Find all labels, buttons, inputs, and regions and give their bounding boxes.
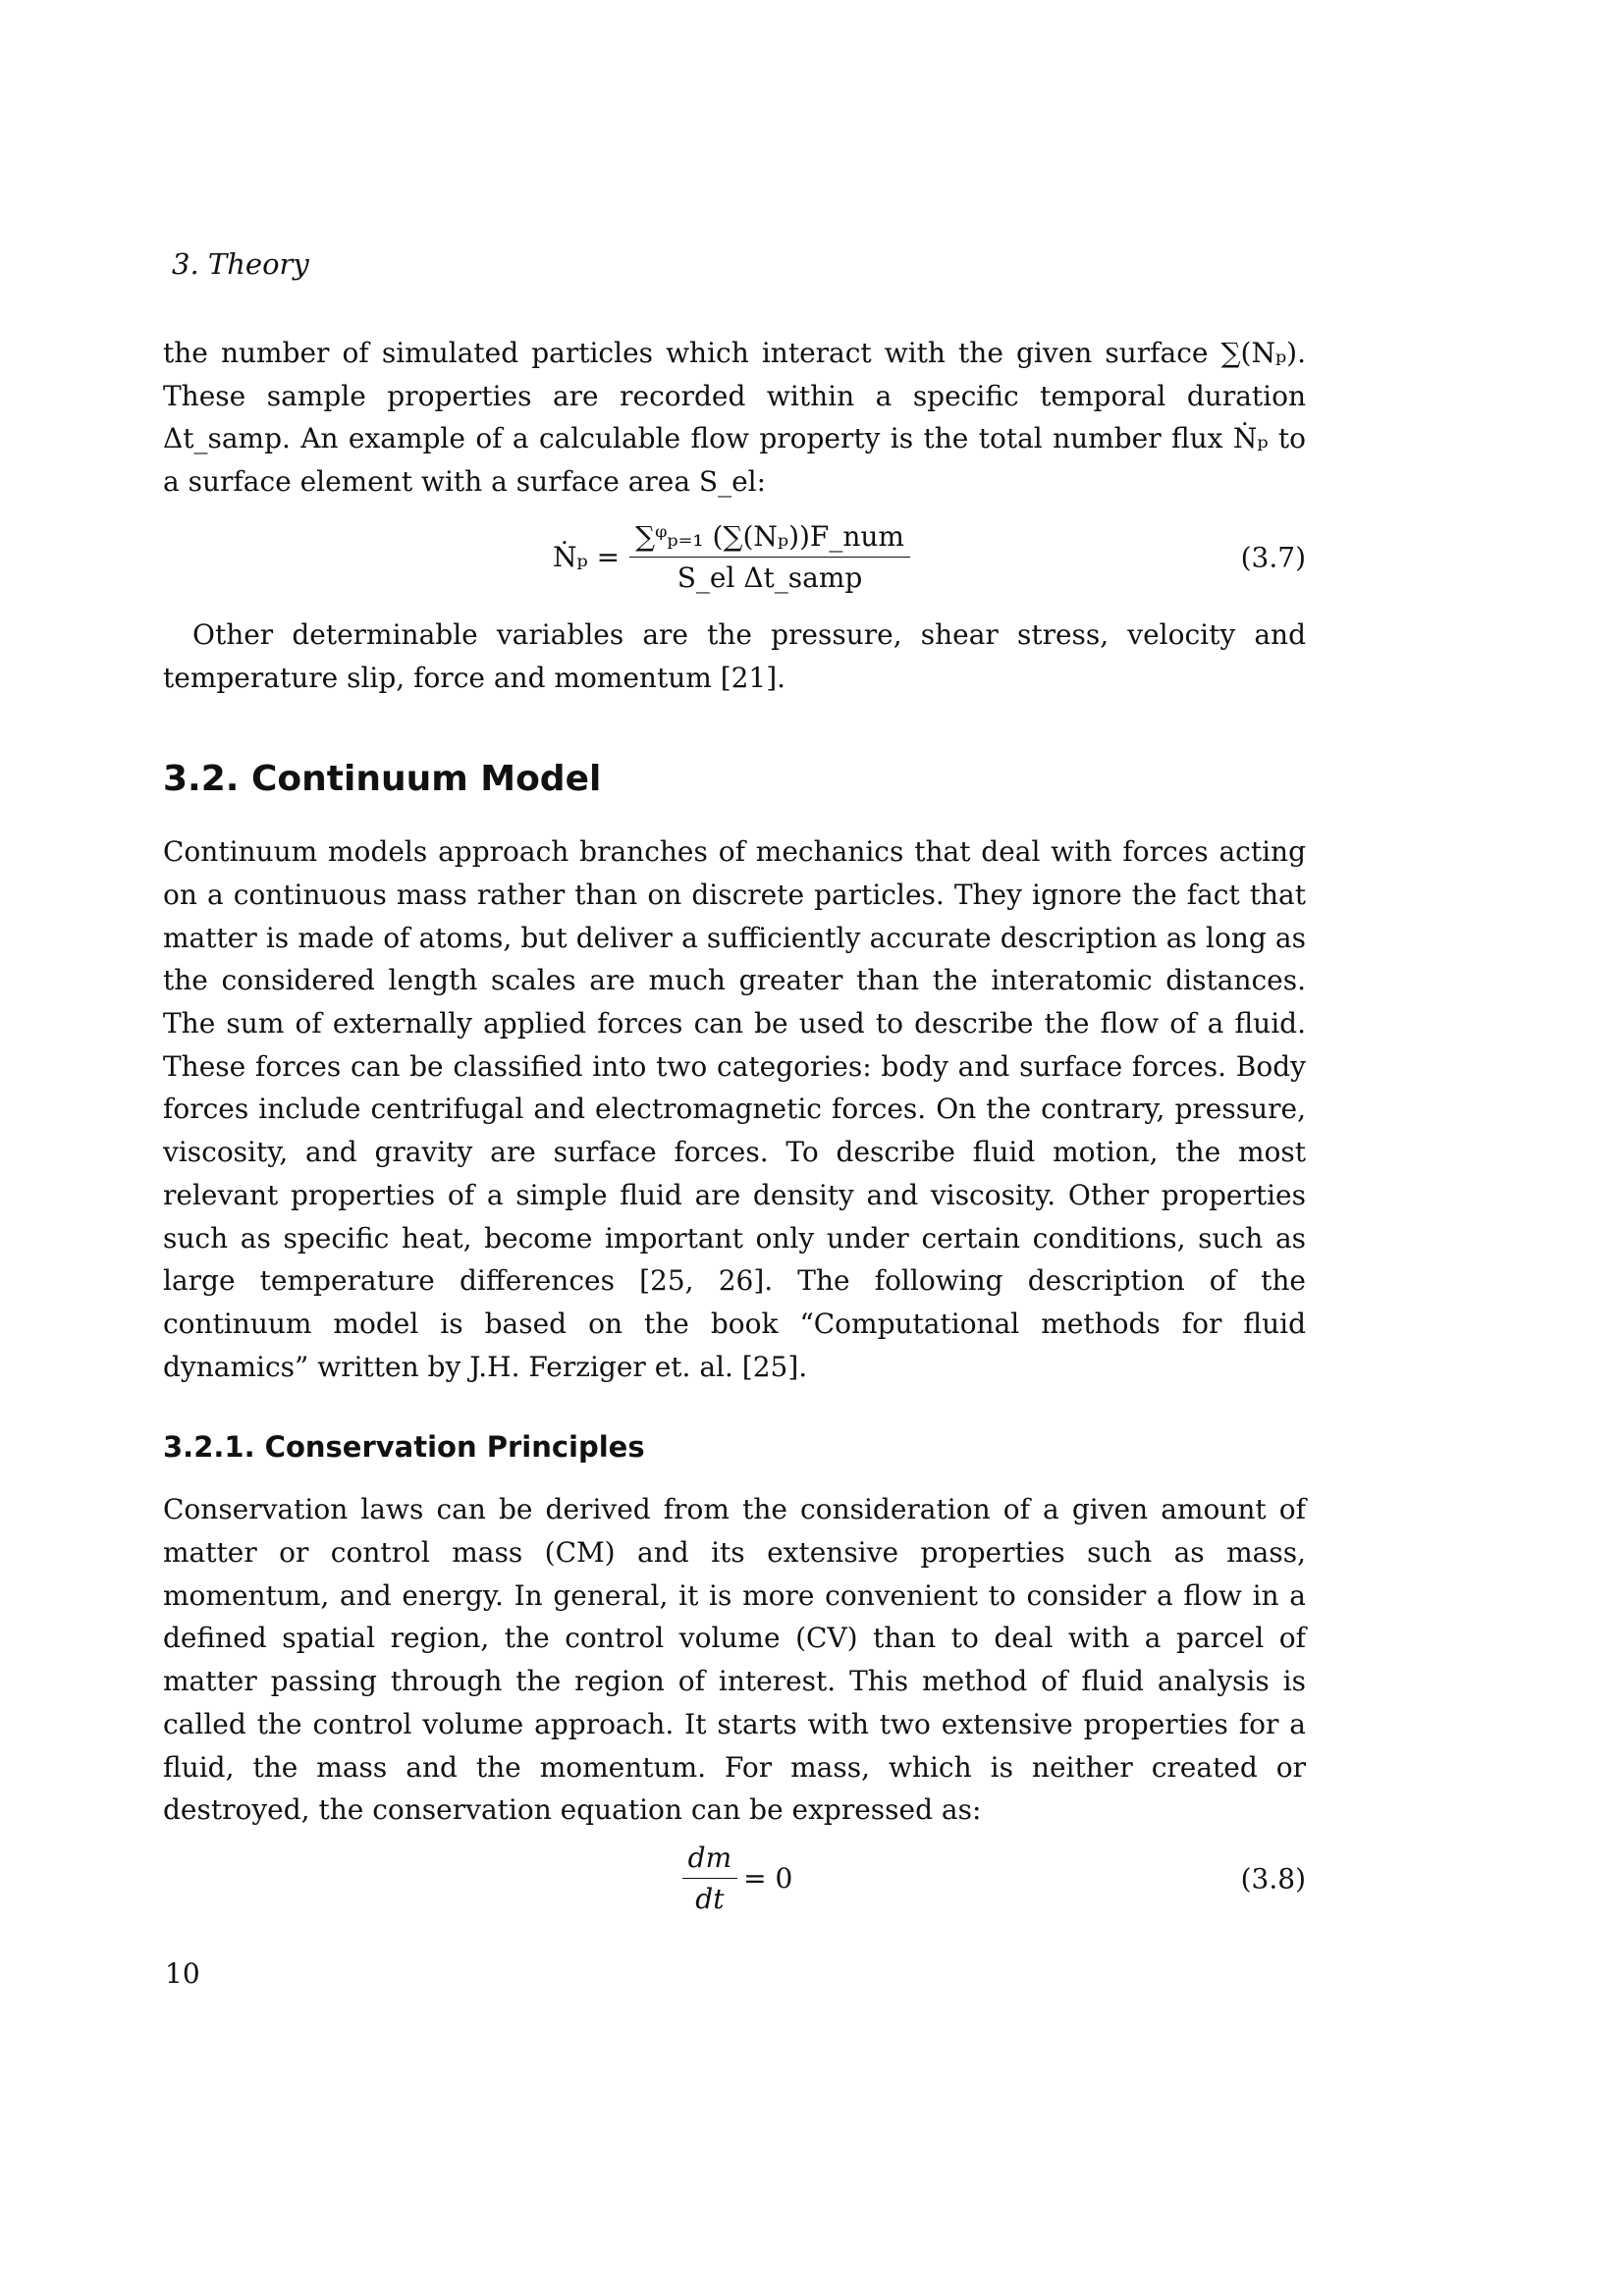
equation-3-7-numerator: ∑ᵠₚ₌₁ (∑(Nₚ))F_num xyxy=(629,519,910,558)
paragraph-particle-sampling: the number of simulated particles which interact with the given surface ∑(Nₚ). These sample properties are recorded within a specific temporal duration Δt_samp. An example of a calculable flow property is the total number flux Ṅₚ to a surface element with a surface area S_el: xyxy=(163,337,1306,499)
running-head: 3. Theory xyxy=(172,247,309,281)
equation-number-3-7: (3.7) xyxy=(1240,541,1306,574)
page-number: 10 xyxy=(165,1957,200,1990)
paragraph-other-variables: Other determinable variables are the pressure, shear stress, velocity and temperature slip, force and momentum [21]. xyxy=(163,617,1306,694)
paragraph-conservation-laws: Conservation laws can be derived from the consideration of a given amount of matter or control mass (CM) and its extensive properties such as mass, momentum, and energy. In general, it is more convenient to consider a flow in a defined spatial region, the control volume (CV) than to deal with a parcel of matter passing through the region of interest. This method of fluid analysis is called the control volume approach. It starts with two extensive properties for a fluid, the mass and the momentum. For mass, which is neither created or destroyed, the conservation equation can be expressed as: xyxy=(163,1493,1306,1827)
equation-3-7 xyxy=(163,504,1306,612)
equation-3-7-fraction xyxy=(629,519,910,595)
paragraph-continuum-intro: Continuum models approach branches of mechanics that deal with forces acting on a continuous mass rather than on discrete particles. They ignore the fact that matter is made of atoms, but deliver a sufficiently accurate description as long as the considered length scales are much greater than the interatomic distances. The sum of externally applied forces can be used to describe the flow of a fluid. These forces can be classified into two categories: body and surface forces. Body forces include centrifugal and electromagnetic forces. On the contrary, pressure, viscosity, and gravity are surface forces. To describe fluid motion, the most relevant properties of a simple fluid are density and viscosity. Other properties such as specific heat, become important only under certain conditions, such as large temperature differences [25, 26]. The following description of the continuum model is based on the book “Computational methods for fluid dynamics” written by J.H. Ferziger et. al. [25]. xyxy=(163,835,1306,1383)
equation-3-8-numerator: dm xyxy=(682,1841,737,1879)
equation-3-8-expression xyxy=(163,1832,1306,1926)
equation-3-7-expression xyxy=(163,504,1306,612)
equation-3-8 xyxy=(163,1832,1306,1926)
equation-3-7-lhs: Ṅₚ = xyxy=(553,541,621,574)
subsection-heading-conservation-principles: 3.2.1. Conservation Principles xyxy=(163,1430,645,1465)
equation-3-8-fraction xyxy=(682,1841,737,1916)
section-heading-continuum-model: 3.2. Continuum Model xyxy=(163,759,602,800)
equation-3-8-denominator: dt xyxy=(695,1883,725,1916)
equation-3-7-denominator: S_el Δt_samp xyxy=(677,561,863,595)
equation-3-8-rhs: = 0 xyxy=(743,1862,793,1896)
page-body xyxy=(163,332,1306,1926)
equation-number-3-8: (3.8) xyxy=(1240,1862,1306,1896)
